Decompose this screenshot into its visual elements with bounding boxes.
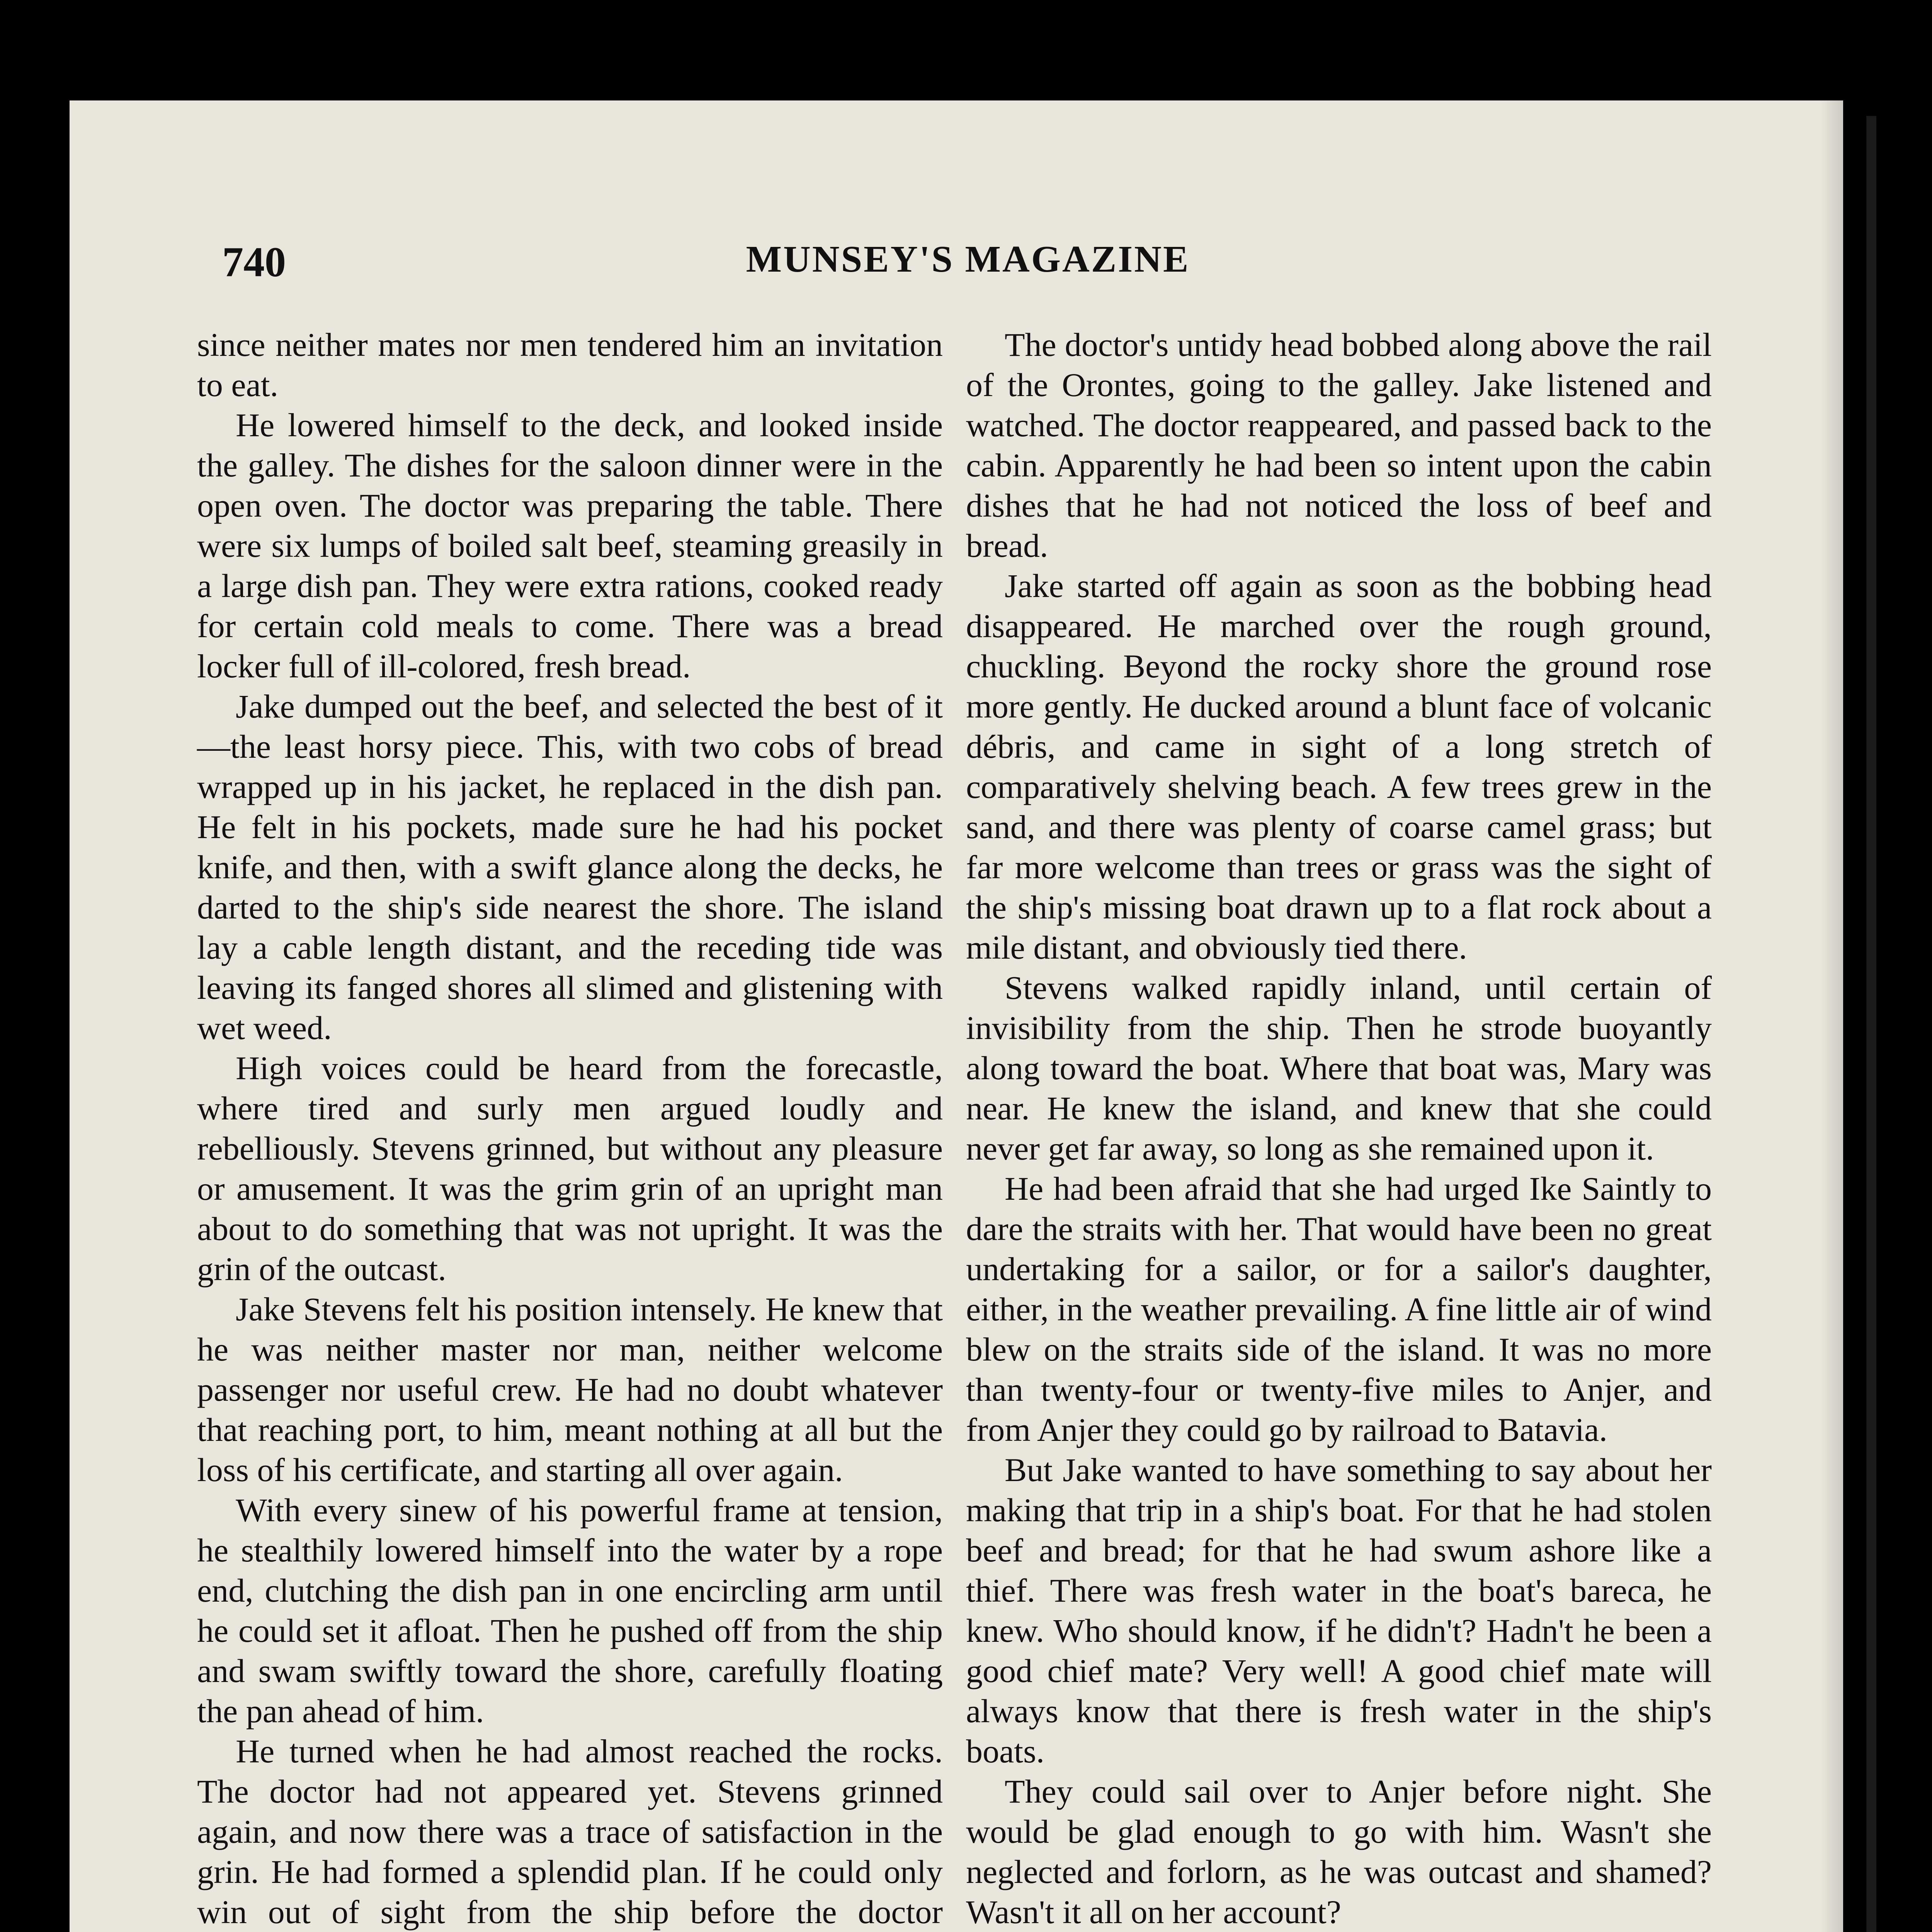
paragraph: But Jake wanted to have something to say about her making that trip in a ship's boat. For that he had stolen beef and bread; for that he had swum ashore like a thief. There was fresh water in the boat's bareca, he knew. Who should know, if he didn't? Hadn't he been a good chief mate? Very well! A good chief mate will always know that there is fresh water in the ship's boats. [966,1451,1712,1770]
paragraph: The doctor's untidy head bobbed along above the rail of the Orontes, going to the galley. Jake listened and watched. The doctor reappeared, and passed back to the cabin. Apparently he had been so intent upon the cabin dishes that he had not noticed the loss of beef and bread. [966,326,1712,564]
page-number: 740 [222,238,286,286]
paragraph: Stevens walked rapidly inland, until certain of invisibility from the ship. Then he strode buoyantly along toward the boat. Where that boat was, Mary was near. He knew the island, and knew that she could never get far away, so long as she remained upon it. [966,969,1712,1167]
paragraph: Jake dumped out the beef, and selected the best of it—the least horsy piece. This, with two cobs of bread wrapped up in his jacket, he replaced in the dish pan. He felt in his pockets, made sure he had his pocket knife, and then, with a swift glance along the decks, he darted to the ship's side nearest the shore. The island lay a cable length distant, and the receding tide was leaving its fanged shores all slimed and glistening with wet weed. [197,688,943,1046]
text-column-left [197,325,943,1932]
magazine-page [70,100,1866,1932]
text-column-right [966,325,1712,1932]
paragraph: since neither mates nor men tendered him an invitation to eat. [197,326,943,403]
paragraph: High voices could be heard from the forecastle, where tired and surly men argued loudly and rebelliously. Stevens grinned, but without any pleasure or amusement. It was the grim grin of an upright man about to do something that was not upright. It was the grin of the outcast. [197,1049,943,1287]
paragraph: He lowered himself to the deck, and looked inside the galley. The dishes for the saloon dinner were in the open oven. The doctor was preparing the table. There were six lumps of boiled salt beef, steaming greasily in a large dish pan. They were extra rations, cooked ready for certain cold meals to come. There was a bread locker full of ill-colored, fresh bread. [197,406,943,685]
paragraph: Jake Stevens felt his position intensely. He knew that he was neither master nor man, neither welcome passenger nor useful crew. He had no doubt whatever that reaching port, to him, meant nothing at all but the loss of his certificate, and starting all over again. [197,1291,943,1488]
running-head: MUNSEY'S MAGAZINE [746,238,1190,280]
paragraph: They could sail over to Anjer before night. She would be glad enough to go with him. Wasn't she neglected and forlorn, as he was outcast and shamed? Wasn't it all on her account? [966,1773,1712,1930]
binding-line [1866,116,1876,1932]
paragraph: With every sinew of his powerful frame at tension, he stealthily lowered himself into the water by a rope end, clutching the dish pan in one encircling arm until he could set it afloat. Then he pushed off from the ship and swam swiftly toward the shore, carefully floating the pan ahead of him. [197,1492,943,1730]
paragraph: He turned when he had almost reached the rocks. The doctor had not appeared yet. Stevens grinned again, and now there was a trace of satisfaction in the grin. He had formed a splendid plan. If he could only win out of sight from the ship before the doctor [197,1733,943,1930]
paragraph: Jake started off again as soon as the bobbing head disappeared. He marched over the rough ground, chuckling. Beyond the rocky shore the ground rose more gently. He ducked around a blunt face of volcanic débris, and came in sight of a long stretch of comparatively shelving beach. A few trees grew in the sand, and there was plenty of coarse camel grass; but far more welcome than trees or grass was the sight of the ship's missing boat drawn up to a flat rock about a mile distant, and obviously tied there. [966,567,1712,966]
book-spine-edge [1843,89,1932,1932]
paragraph: He had been afraid that she had urged Ike Saintly to dare the straits with her. That would have been no great undertaking for a sailor, or for a sailor's daughter, either, in the weather prevailing. A fine little air of wind blew on the straits side of the island. It was no more than twenty-four or twenty-five miles to Anjer, and from Anjer they could go by railroad to Batavia. [966,1170,1712,1448]
